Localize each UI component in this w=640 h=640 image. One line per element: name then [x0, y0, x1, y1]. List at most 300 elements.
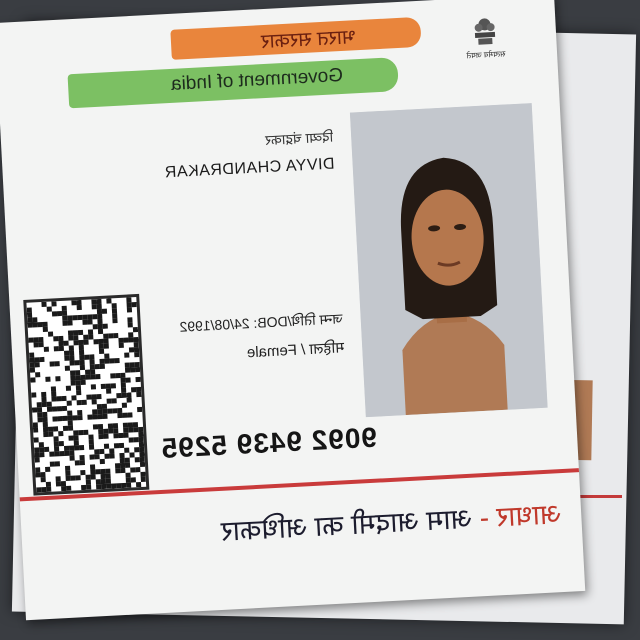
qr-module: [66, 486, 71, 491]
qr-module: [112, 308, 117, 313]
qr-module: [108, 428, 113, 433]
qr-module: [119, 443, 124, 448]
qr-module: [54, 451, 59, 456]
qr-module: [81, 380, 86, 385]
qr-module: [121, 388, 126, 393]
qr-module: [27, 318, 32, 323]
qr-module: [54, 446, 59, 451]
qr-module: [112, 318, 117, 323]
qr-module: [110, 373, 115, 378]
qr-module: [86, 480, 91, 485]
qr-module: [139, 442, 144, 447]
qr-module: [109, 453, 114, 458]
qr-module: [99, 449, 104, 454]
qr-module: [48, 331, 53, 336]
qr-module: [73, 335, 78, 340]
qr-module: [97, 309, 102, 314]
qr-module: [96, 479, 101, 484]
qr-module: [89, 359, 94, 364]
qr-module: [107, 398, 112, 403]
qr-module: [68, 426, 73, 431]
tagline-text: आम आदमी का अधिकार: [220, 502, 481, 547]
qr-module: [41, 477, 46, 482]
qr-module: [104, 344, 109, 349]
qr-module: [138, 427, 143, 432]
qr-module: [59, 441, 64, 446]
qr-module: [55, 361, 60, 366]
qr-module: [139, 452, 144, 457]
qr-module: [27, 322, 32, 327]
qr-module: [79, 345, 84, 350]
qr-module: [120, 463, 125, 468]
qr-module: [39, 357, 44, 362]
qr-module: [134, 342, 139, 347]
qr-module: [121, 393, 126, 398]
qr-module: [80, 460, 85, 465]
qr-module: [108, 423, 113, 428]
qr-module: [91, 299, 96, 304]
qr-module: [127, 412, 132, 417]
holder-name-hindi: दिव्या चंद्राकर: [264, 128, 334, 149]
qr-module: [62, 311, 67, 316]
qr-module: [75, 375, 80, 380]
qr-module: [47, 402, 52, 407]
qr-module: [121, 483, 126, 488]
qr-module: [39, 447, 44, 452]
qr-module: [82, 400, 87, 405]
qr-module: [106, 388, 111, 393]
qr-module: [83, 430, 88, 435]
qr-module: [35, 362, 40, 367]
qr-module: [92, 409, 97, 414]
qr-module: [93, 339, 98, 344]
qr-module: [31, 392, 36, 397]
qr-module: [117, 408, 122, 413]
qr-module: [127, 397, 132, 402]
qr-module: [91, 384, 96, 389]
qr-code: [23, 294, 149, 496]
qr-module: [43, 422, 48, 427]
qr-module: [109, 358, 114, 363]
qr-module: [29, 357, 34, 362]
qr-module: [74, 440, 79, 445]
qr-module: [92, 314, 97, 319]
qr-module: [84, 355, 89, 360]
qr-module: [98, 434, 103, 439]
qr-module: [125, 473, 130, 478]
qr-module: [83, 340, 88, 345]
qr-module: [127, 307, 132, 312]
qr-module: [134, 347, 139, 352]
qr-module: [90, 464, 95, 469]
qr-module: [43, 327, 48, 332]
qr-module: [104, 359, 109, 364]
qr-module: [98, 324, 103, 329]
qr-module: [99, 344, 104, 349]
qr-module: [136, 392, 141, 397]
qr-module: [113, 333, 118, 338]
qr-module: [57, 406, 62, 411]
qr-module: [37, 402, 42, 407]
emblem-caption: सत्यमेव जयते: [466, 49, 506, 61]
qr-module: [62, 416, 67, 421]
qr-module: [71, 300, 76, 305]
qr-module: [70, 370, 75, 375]
qr-module: [86, 485, 91, 490]
qr-module: [33, 427, 38, 432]
qr-module: [90, 469, 95, 474]
qr-module: [96, 484, 101, 489]
qr-module: [126, 297, 131, 302]
qr-module: [92, 414, 97, 419]
qr-module: [103, 339, 108, 344]
qr-module: [39, 442, 44, 447]
qr-module: [87, 414, 92, 419]
qr-module: [33, 337, 38, 342]
qr-module: [112, 398, 117, 403]
qr-module: [76, 300, 81, 305]
qr-module: [81, 485, 86, 490]
qr-module: [69, 445, 74, 450]
qr-module: [75, 370, 80, 375]
qr-module: [37, 417, 42, 422]
qr-module: [78, 330, 83, 335]
qr-module: [98, 329, 103, 334]
qr-module: [141, 477, 146, 482]
qr-module: [67, 401, 72, 406]
qr-module: [114, 358, 119, 363]
qr-module: [124, 352, 129, 357]
qr-module: [97, 314, 102, 319]
qr-module: [66, 476, 71, 481]
qr-module: [82, 315, 87, 320]
qr-module: [89, 439, 94, 444]
qr-module: [128, 332, 133, 337]
qr-module: [120, 373, 125, 378]
qr-module: [97, 304, 102, 309]
qr-module: [51, 301, 56, 306]
qr-module: [73, 435, 78, 440]
qr-module: [85, 370, 90, 375]
qr-module: [125, 367, 130, 372]
holder-photo: [350, 103, 548, 417]
qr-module: [79, 360, 84, 365]
qr-module: [104, 444, 109, 449]
qr-module: [125, 463, 130, 468]
qr-module: [140, 472, 145, 477]
aadhaar-number: 9092 9439 5295: [159, 421, 378, 464]
qr-module: [50, 462, 55, 467]
qr-module: [39, 452, 44, 457]
qr-module: [41, 392, 46, 397]
qr-module: [138, 432, 143, 437]
qr-module: [89, 454, 94, 459]
qr-module: [62, 316, 67, 321]
tagline: [220, 494, 562, 550]
qr-module: [63, 341, 68, 346]
qr-module: [69, 345, 74, 350]
qr-module: [58, 336, 63, 341]
qr-module: [40, 472, 45, 477]
qr-module: [96, 299, 101, 304]
qr-module: [37, 407, 42, 412]
qr-module: [53, 436, 58, 441]
qr-module: [106, 484, 111, 489]
qr-module: [95, 364, 100, 369]
qr-module: [112, 408, 117, 413]
qr-module: [120, 458, 125, 463]
qr-module: [79, 455, 84, 460]
qr-module: [111, 483, 116, 488]
qr-module: [71, 380, 76, 385]
qr-module: [27, 308, 32, 313]
qr-module: [41, 302, 46, 307]
qr-module: [73, 340, 78, 345]
qr-module: [58, 341, 63, 346]
qr-module: [103, 324, 108, 329]
qr-module: [45, 377, 50, 382]
qr-module: [34, 447, 39, 452]
qr-module: [49, 452, 54, 457]
qr-module: [68, 436, 73, 441]
qr-module: [108, 333, 113, 338]
qr-module: [103, 429, 108, 434]
qr-module: [47, 407, 52, 412]
qr-module: [100, 474, 105, 479]
qr-module: [106, 479, 111, 484]
qr-module: [78, 430, 83, 435]
qr-module: [112, 303, 117, 308]
qr-module: [133, 427, 138, 432]
qr-module: [135, 457, 140, 462]
qr-module: [123, 423, 128, 428]
qr-module: [140, 462, 145, 467]
qr-module: [56, 481, 61, 486]
qr-module: [69, 450, 74, 455]
qr-module: [57, 416, 62, 421]
qr-module: [56, 396, 61, 401]
qr-module: [130, 367, 135, 372]
qr-module: [32, 407, 37, 412]
qr-module: [98, 339, 103, 344]
qr-module: [125, 458, 130, 463]
qr-module: [46, 487, 51, 492]
qr-module: [115, 463, 120, 468]
qr-module: [131, 477, 136, 482]
qr-module: [135, 362, 140, 367]
qr-module: [98, 429, 103, 434]
qr-module: [72, 415, 77, 420]
qr-module: [86, 395, 91, 400]
qr-module: [134, 437, 139, 442]
qr-module: [85, 375, 90, 380]
qr-module: [137, 407, 142, 412]
qr-module: [35, 457, 40, 462]
qr-module: [95, 469, 100, 474]
qr-module: [116, 483, 121, 488]
qr-module: [127, 317, 132, 322]
qr-module: [32, 322, 37, 327]
qr-module: [51, 396, 56, 401]
qr-module: [107, 408, 112, 413]
qr-module: [128, 337, 133, 342]
qr-module: [103, 434, 108, 439]
qr-module: [35, 372, 40, 377]
qr-module: [124, 448, 129, 453]
qr-module: [77, 400, 82, 405]
qr-module: [89, 444, 94, 449]
qr-module: [122, 413, 127, 418]
qr-module: [48, 427, 53, 432]
qr-module: [130, 467, 135, 472]
qr-module: [113, 428, 118, 433]
qr-module: [129, 452, 134, 457]
qr-module: [88, 334, 93, 339]
qr-module: [65, 466, 70, 471]
qr-module: [33, 437, 38, 442]
qr-module: [136, 482, 141, 487]
qr-module: [56, 476, 61, 481]
qr-module: [129, 437, 134, 442]
qr-module: [103, 334, 108, 339]
qr-module: [42, 417, 47, 422]
qr-module: [62, 321, 67, 326]
government-of-india: Government of India: [170, 64, 344, 95]
qr-module: [90, 364, 95, 369]
qr-module: [53, 336, 58, 341]
qr-module: [114, 443, 119, 448]
qr-module: [41, 397, 46, 402]
qr-module: [61, 396, 66, 401]
qr-module: [64, 351, 69, 356]
qr-module: [80, 365, 85, 370]
qr-module: [123, 428, 128, 433]
qr-module: [82, 320, 87, 325]
qr-module: [69, 355, 74, 360]
qr-module: [30, 377, 35, 382]
qr-module: [76, 390, 81, 395]
qr-module: [128, 422, 133, 427]
qr-module: [64, 356, 69, 361]
qr-module: [54, 441, 59, 446]
qr-module: [113, 433, 118, 438]
qr-module: [34, 342, 39, 347]
qr-module: [104, 454, 109, 459]
qr-module: [35, 467, 40, 472]
qr-module: [128, 427, 133, 432]
qr-module: [70, 375, 75, 380]
qr-module: [90, 374, 95, 379]
holder-gender: महिला / Female: [246, 339, 345, 362]
qr-module: [118, 338, 123, 343]
qr-module: [61, 486, 66, 491]
qr-module: [97, 409, 102, 414]
qr-module: [139, 437, 144, 442]
qr-module: [37, 412, 42, 417]
qr-module: [48, 432, 53, 437]
qr-module: [101, 479, 106, 484]
government-hindi: भारत सरकार: [260, 26, 357, 54]
qr-module: [69, 350, 74, 355]
qr-module: [100, 364, 105, 369]
qr-module: [125, 377, 130, 382]
qr-module: [112, 313, 117, 318]
qr-module: [30, 362, 35, 367]
qr-module: [113, 423, 118, 428]
qr-module: [62, 306, 67, 311]
qr-module: [35, 472, 40, 477]
qr-module: [30, 367, 35, 372]
qr-module: [68, 421, 73, 426]
holder-dob: जन्म तिथि/DOB: 24/08/1992: [179, 310, 344, 335]
qr-module: [68, 335, 73, 340]
qr-module: [101, 384, 106, 389]
qr-module: [135, 377, 140, 382]
qr-module: [118, 433, 123, 438]
qr-module: [76, 385, 81, 390]
qr-module: [87, 319, 92, 324]
qr-module: [68, 330, 73, 335]
qr-module: [71, 395, 76, 400]
qr-module: [88, 329, 93, 334]
qr-module: [133, 327, 138, 332]
qr-module: [133, 337, 138, 342]
qr-module: [43, 432, 48, 437]
qr-module: [79, 350, 84, 355]
qr-module: [50, 361, 55, 366]
qr-module: [77, 315, 82, 320]
qr-module: [87, 314, 92, 319]
qr-module: [73, 330, 78, 335]
qr-module: [95, 374, 100, 379]
qr-module: [75, 460, 80, 465]
qr-module: [111, 383, 116, 388]
qr-module: [42, 412, 47, 417]
qr-module: [83, 335, 88, 340]
qr-module: [74, 445, 79, 450]
qr-module: [86, 475, 91, 480]
qr-module: [98, 424, 103, 429]
qr-module: [78, 340, 83, 345]
qr-module: [88, 434, 93, 439]
qr-module: [43, 427, 48, 432]
qr-module: [79, 445, 84, 450]
qr-module: [96, 394, 101, 399]
qr-module: [119, 343, 124, 348]
qr-module: [27, 313, 32, 318]
qr-module: [73, 430, 78, 435]
qr-module: [117, 413, 122, 418]
qr-module: [129, 347, 134, 352]
qr-module: [104, 354, 109, 359]
qr-module: [74, 360, 79, 365]
qr-module: [67, 320, 72, 325]
qr-module: [45, 467, 50, 472]
qr-module: [126, 392, 131, 397]
qr-module: [42, 322, 47, 327]
qr-module: [32, 317, 37, 322]
qr-module: [115, 373, 120, 378]
qr-module: [105, 469, 110, 474]
qr-module: [128, 322, 133, 327]
qr-module: [119, 453, 124, 458]
qr-module: [64, 451, 69, 456]
qr-module: [136, 387, 141, 392]
qr-module: [29, 352, 34, 357]
qr-module: [132, 302, 137, 307]
qr-module: [131, 387, 136, 392]
qr-module: [89, 354, 94, 359]
